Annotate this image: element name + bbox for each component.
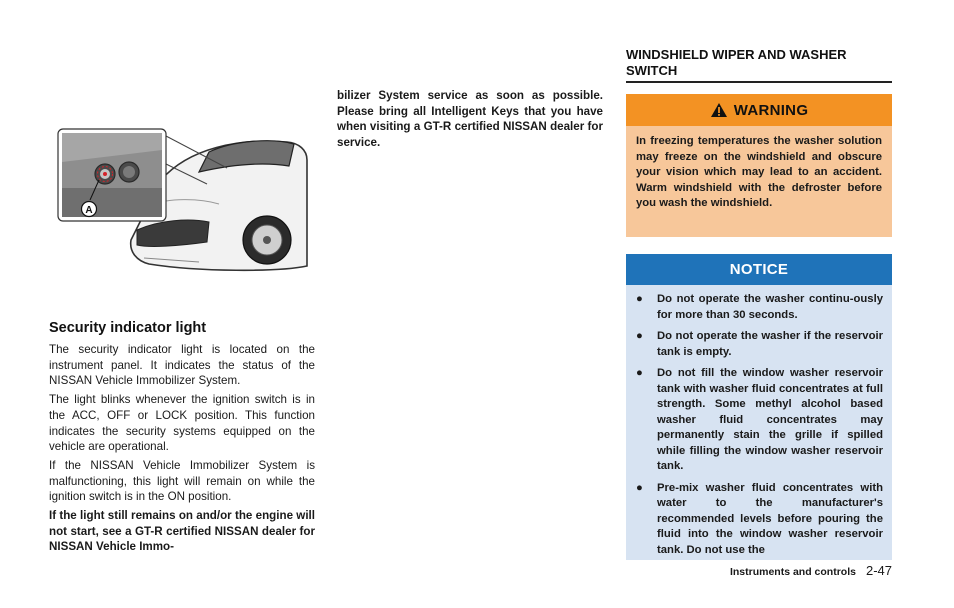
section-heading: WINDSHIELD WIPER AND WASHER SWITCH <box>626 47 847 78</box>
paragraph: The security indicator light is located on the instrument panel. It indicates the status of the NISSAN Vehicle Immobilizer System. <box>49 343 315 388</box>
warning-text: In freezing temperatures the washer solution may freeze on the windshield and obscure your vision which may lead to an accident. Warm windshield with the defroster before you wash the windshield. <box>636 135 882 210</box>
instrument-panel-inset <box>58 129 166 221</box>
bold-paragraph: If the light still remains on and/or the engine will not start, see a GT-R certified NISSAN dealer for NISSAN Vehicle Immo- <box>49 509 315 554</box>
security-indicator-illustration <box>49 80 315 295</box>
bullet-icon: ● <box>636 481 643 494</box>
bullet-icon: ● <box>636 330 643 342</box>
paragraph: The light blinks whenever the ignition switch is in the ACC, OFF or LOCK position. This function indicates the security systems equipped on the vehicle are operational. <box>49 393 315 454</box>
notice-list <box>626 285 892 558</box>
section-title: Security indicator light <box>49 320 207 336</box>
warning-label: WARNING <box>733 101 809 119</box>
bold-paragraph-continued: bilizer System service as soon as possible. Please bring all Intelligent Keys that you have when visiting a GT-R certified NISSAN dealer for service. <box>337 89 603 150</box>
callout-a-label: A <box>85 205 93 216</box>
notice-header <box>626 254 892 285</box>
bullet-icon: ● <box>636 293 643 305</box>
middle-column <box>337 88 603 154</box>
bullet-icon: ● <box>636 367 643 379</box>
notice-item: ● Pre-mix washer fluid concentrates with water to the manufacturer's recommended levels before pouring the fluid into the window washer reservoir tank. Do not use the <box>636 481 883 556</box>
left-column-body <box>49 342 315 558</box>
warning-box <box>626 94 892 237</box>
notice-label: NOTICE <box>729 261 789 278</box>
page-number: 2-47 <box>865 563 892 578</box>
page-footer <box>700 563 892 578</box>
warning-header <box>626 94 892 126</box>
footer-section-name: Instruments and controls <box>729 566 856 578</box>
notice-item: ● Do not operate the washer if the reservoir tank is empty. <box>636 330 883 358</box>
notice-box <box>626 254 892 560</box>
notice-item: ● Do not fill the window washer reservoir tank with washer fluid concentrates at full strength. Some methyl alcohol based washer fluid concentrates may permanently stain the grille if spilled while filling the window washer reservoir tank. <box>636 367 883 472</box>
right-column-heading <box>626 47 892 83</box>
heading-rule <box>626 81 892 83</box>
warning-triangle-icon <box>710 102 728 118</box>
notice-item: ● Do not operate the washer continu-ously for more than 30 seconds. <box>636 293 883 321</box>
paragraph: If the NISSAN Vehicle Immobilizer System is malfunctioning, this light will remain on while the ignition switch is in the ON position. <box>49 458 315 504</box>
